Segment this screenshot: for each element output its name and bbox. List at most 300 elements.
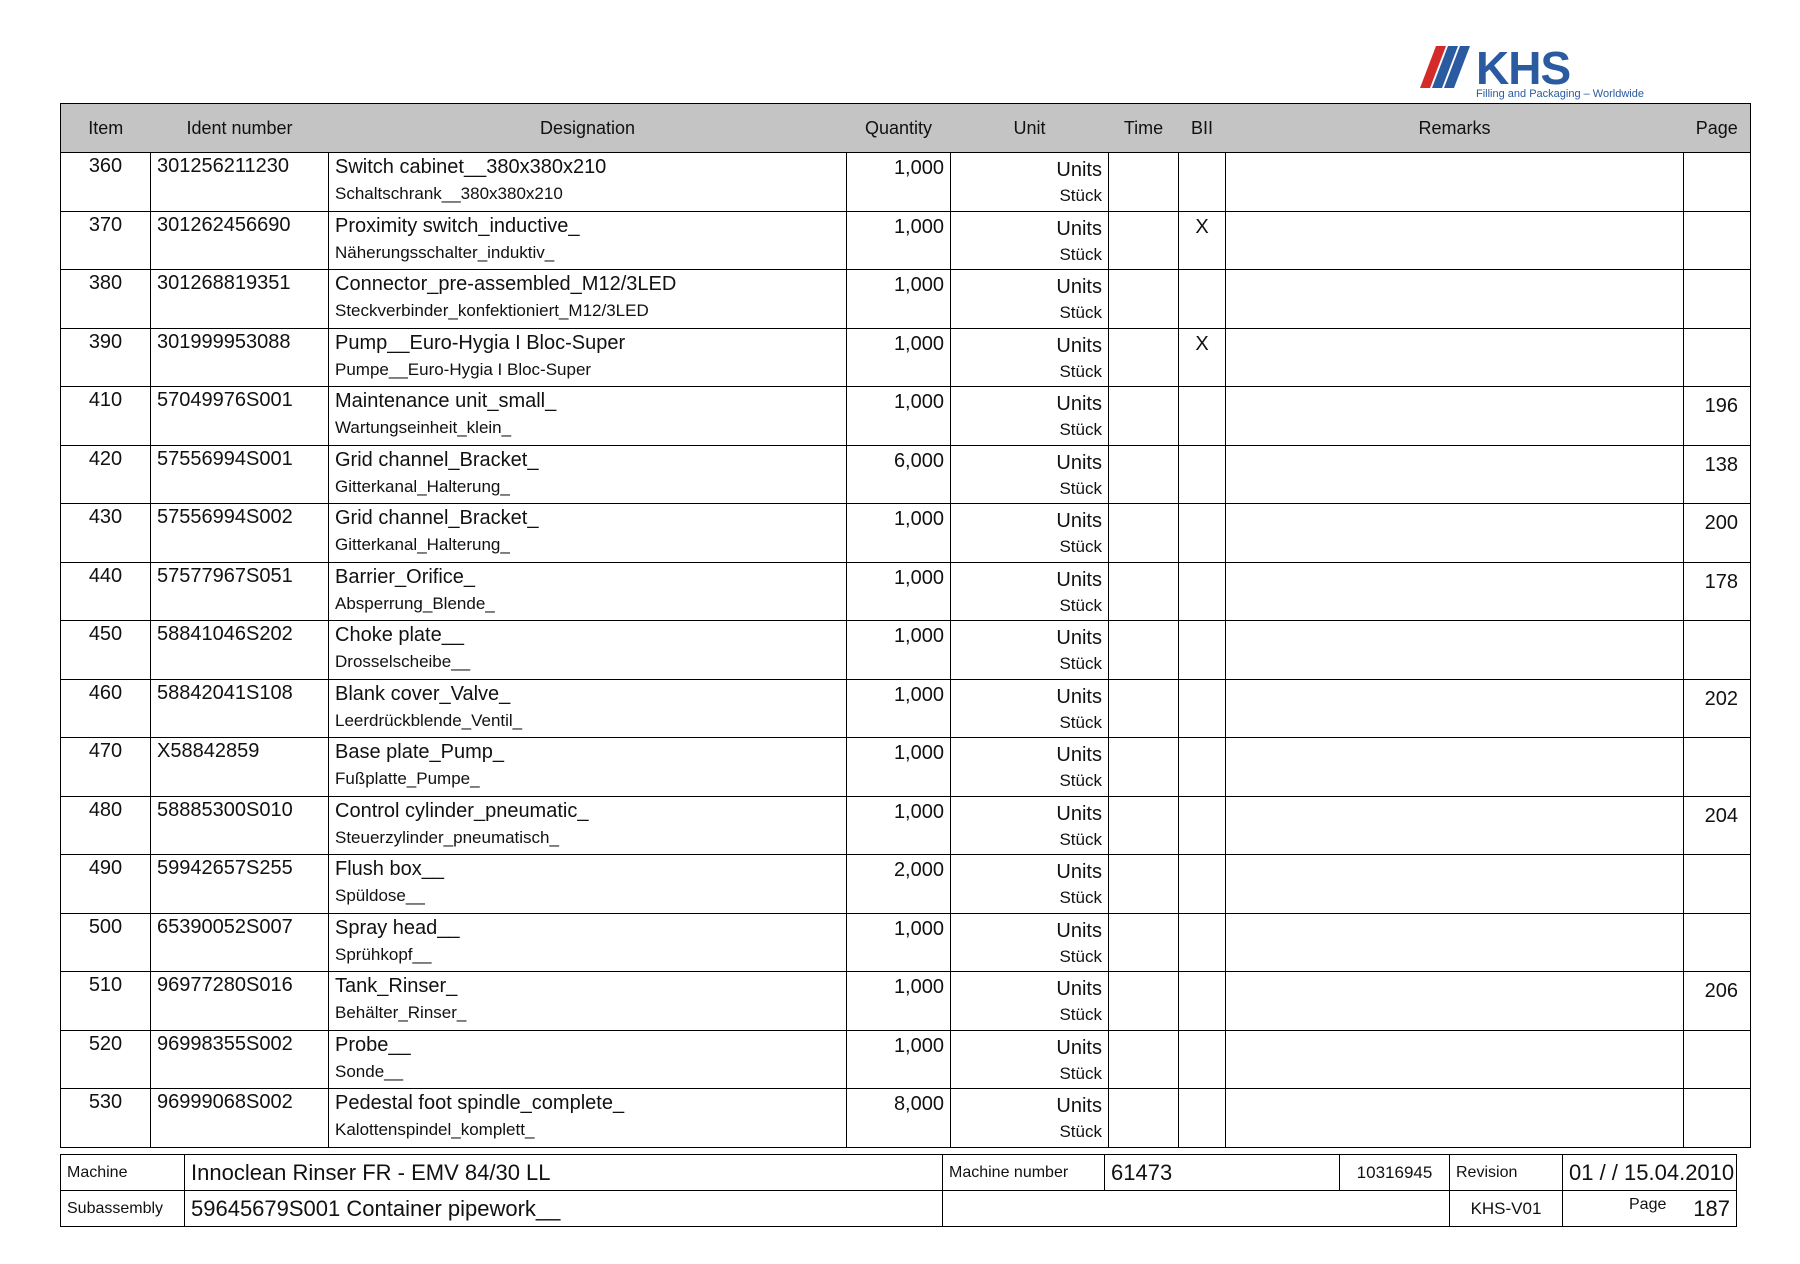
designation-cell <box>329 328 847 387</box>
designation-cell <box>329 972 847 1031</box>
item-number: 450 <box>61 621 151 680</box>
page-ref <box>1684 738 1738 746</box>
revision-value: 01 / / 15.04.2010 <box>1563 1155 1737 1191</box>
designation-cell <box>329 621 847 680</box>
designation-en: Blank cover_Valve_ <box>335 682 511 705</box>
item-number: 480 <box>61 796 151 855</box>
unit-cell <box>951 153 1109 212</box>
ident-number: 301262456690 <box>151 211 329 270</box>
page-ref-cell <box>1684 562 1751 621</box>
quantity-value: 1,000 <box>893 976 944 998</box>
page-ref-cell <box>1684 796 1751 855</box>
designation-en: Switch cabinet__380x380x210 <box>335 156 607 178</box>
designation-cell <box>329 1030 847 1089</box>
ident-number: 96998355S002 <box>151 1030 329 1089</box>
time-cell <box>1109 972 1179 1031</box>
item-number: 530 <box>61 1089 151 1148</box>
ident-number: 58842041S108 <box>151 679 329 738</box>
table-row <box>61 738 1751 797</box>
quantity-value: 6,000 <box>893 449 944 472</box>
designation-cell <box>329 1089 847 1148</box>
page-ref <box>1684 212 1738 220</box>
ident-number: X58842859 <box>151 738 329 797</box>
bii-mark <box>1179 1031 1225 1035</box>
quantity-value: 1,000 <box>893 566 944 589</box>
page-label: Page <box>1629 1195 1667 1213</box>
quantity-value: 1,000 <box>893 332 944 355</box>
table-row <box>61 913 1751 972</box>
designation-cell <box>329 211 847 270</box>
page-ref <box>1684 1089 1738 1097</box>
unit-en: Units <box>1056 685 1102 708</box>
bii-mark: X <box>1195 215 1209 238</box>
item-number: 360 <box>61 153 151 212</box>
page-cell <box>1563 1191 1737 1227</box>
remarks-cell <box>1226 679 1684 738</box>
item-number: 430 <box>61 504 151 563</box>
bii-cell <box>1179 913 1226 972</box>
quantity-cell <box>847 1030 951 1089</box>
quantity-cell <box>847 504 951 563</box>
quantity-value: 2,000 <box>893 859 944 881</box>
bii-mark <box>1179 446 1225 450</box>
page-ref <box>1684 329 1738 337</box>
table-row <box>61 328 1751 387</box>
unit-en: Units <box>1056 627 1102 649</box>
quantity-value: 1,000 <box>893 157 944 179</box>
unit-cell <box>951 562 1109 621</box>
quantity-cell <box>847 738 951 797</box>
designation-de: Näherungsschalter_induktiv_ <box>335 242 555 262</box>
quantity-cell <box>847 270 951 329</box>
machine-number-label: Machine number <box>943 1155 1105 1191</box>
unit-de: Stück <box>1059 712 1102 732</box>
page-ref-cell <box>1684 1030 1751 1089</box>
col-header-designation: Designation <box>329 104 847 153</box>
unit-de: Stück <box>1059 654 1102 673</box>
bii-cell <box>1179 387 1226 446</box>
bii-mark <box>1179 387 1225 391</box>
designation-en: Control cylinder_pneumatic_ <box>335 799 589 822</box>
designation-de: Gitterkanal_Halterung_ <box>335 535 510 554</box>
designation-en: Tank_Rinser_ <box>335 975 458 997</box>
title-block-row-1 <box>61 1155 1737 1191</box>
table-row <box>61 387 1751 446</box>
remarks-cell <box>1226 1030 1684 1089</box>
table-row <box>61 679 1751 738</box>
bii-cell <box>1179 621 1226 680</box>
bii-cell <box>1179 445 1226 504</box>
unit-en: Units <box>1056 978 1102 1000</box>
quantity-cell <box>847 796 951 855</box>
table-row <box>61 1089 1751 1148</box>
ident-number: 96977280S016 <box>151 972 329 1031</box>
title-block <box>60 1154 1737 1227</box>
bii-mark <box>1179 680 1225 684</box>
khs-logo-stripes-icon <box>1420 46 1478 88</box>
time-cell <box>1109 562 1179 621</box>
unit-de: Stück <box>1059 888 1102 907</box>
designation-en: Grid channel_Bracket_ <box>335 448 539 471</box>
designation-cell <box>329 153 847 212</box>
item-number: 440 <box>61 562 151 621</box>
quantity-cell <box>847 855 951 914</box>
table-row <box>61 270 1751 329</box>
designation-de: Absperrung_Blende_ <box>335 593 495 613</box>
unit-de: Stück <box>1059 478 1102 498</box>
remarks-cell <box>1226 855 1684 914</box>
designation-en: Grid channel_Bracket_ <box>335 507 539 529</box>
designation-de: Kalottenspindel_komplett_ <box>335 1120 535 1139</box>
bii-cell <box>1179 796 1226 855</box>
quantity-cell <box>847 387 951 446</box>
page-ref: 178 <box>1704 570 1738 593</box>
page-ref-cell <box>1684 504 1751 563</box>
designation-cell <box>329 562 847 621</box>
designation-de: Behälter_Rinser_ <box>335 1003 467 1022</box>
machine-number-value: 61473 <box>1105 1155 1340 1191</box>
quantity-cell <box>847 153 951 212</box>
unit-de: Stück <box>1059 1122 1102 1141</box>
page-ref: 202 <box>1704 687 1738 710</box>
table-header-row <box>61 104 1751 153</box>
unit-en: Units <box>1056 393 1102 415</box>
time-cell <box>1109 913 1179 972</box>
table-row <box>61 621 1751 680</box>
unit-cell <box>951 972 1109 1031</box>
designation-cell <box>329 270 847 329</box>
bii-mark <box>1179 1089 1225 1093</box>
quantity-cell <box>847 913 951 972</box>
designation-en: Barrier_Orifice_ <box>335 565 476 588</box>
designation-cell <box>329 679 847 738</box>
quantity-value: 1,000 <box>893 917 944 940</box>
col-header-unit: Unit <box>951 104 1109 153</box>
ident-number: 96999068S002 <box>151 1089 329 1148</box>
quantity-value: 1,000 <box>893 508 944 530</box>
unit-de: Stück <box>1059 303 1102 322</box>
ident-number: 57556994S001 <box>151 445 329 504</box>
page-ref: 206 <box>1704 980 1738 1002</box>
unit-en: Units <box>1056 568 1102 591</box>
doc-code: KHS-V01 <box>1450 1191 1563 1227</box>
time-cell <box>1109 1089 1179 1148</box>
col-header-item: Item <box>61 104 151 153</box>
table-row <box>61 796 1751 855</box>
item-number: 460 <box>61 679 151 738</box>
time-cell <box>1109 211 1179 270</box>
bii-mark <box>1179 563 1225 567</box>
designation-en: Spray head__ <box>335 916 460 939</box>
quantity-value: 1,000 <box>893 215 944 238</box>
quantity-value: 1,000 <box>893 683 944 706</box>
designation-en: Maintenance unit_small_ <box>335 390 557 412</box>
unit-en: Units <box>1056 334 1102 357</box>
designation-cell <box>329 913 847 972</box>
designation-de: Leerdrückblende_Ventil_ <box>335 710 523 730</box>
time-cell <box>1109 679 1179 738</box>
page-ref <box>1684 153 1738 161</box>
page-ref-cell <box>1684 328 1751 387</box>
designation-de: Gitterkanal_Halterung_ <box>335 476 510 496</box>
unit-en: Units <box>1056 159 1102 181</box>
table-row <box>61 972 1751 1031</box>
unit-cell <box>951 796 1109 855</box>
ident-number: 59942657S255 <box>151 855 329 914</box>
item-number: 510 <box>61 972 151 1031</box>
unit-cell <box>951 855 1109 914</box>
unit-en: Units <box>1056 861 1102 883</box>
designation-de: Pumpe__Euro-Hygia I Bloc-Super <box>335 359 592 379</box>
unit-cell <box>951 270 1109 329</box>
bii-cell <box>1179 270 1226 329</box>
bii-cell <box>1179 738 1226 797</box>
remarks-cell <box>1226 1089 1684 1148</box>
quantity-cell <box>847 211 951 270</box>
ident-number: 57556994S002 <box>151 504 329 563</box>
page-ref-cell <box>1684 1089 1751 1148</box>
remarks-cell <box>1226 621 1684 680</box>
unit-de: Stück <box>1059 771 1102 790</box>
designation-cell <box>329 445 847 504</box>
unit-cell <box>951 621 1109 680</box>
designation-de: Schaltschrank__380x380x210 <box>335 184 563 203</box>
designation-cell <box>329 796 847 855</box>
item-number: 470 <box>61 738 151 797</box>
logo-tagline: Filling and Packaging – Worldwide <box>1476 88 1644 100</box>
page-ref-cell <box>1684 445 1751 504</box>
table-row <box>61 153 1751 212</box>
time-cell <box>1109 328 1179 387</box>
ident-number: 58841046S202 <box>151 621 329 680</box>
page-ref <box>1684 621 1738 629</box>
bii-cell <box>1179 855 1226 914</box>
quantity-value: 1,000 <box>893 1034 944 1057</box>
item-number: 500 <box>61 913 151 972</box>
revision-label: Revision <box>1450 1155 1563 1191</box>
table-row <box>61 211 1751 270</box>
bii-mark <box>1179 153 1225 157</box>
col-header-remarks: Remarks <box>1226 104 1684 153</box>
col-header-page: Page <box>1684 104 1751 153</box>
unit-cell <box>951 913 1109 972</box>
designation-de: Wartungseinheit_klein_ <box>335 418 512 437</box>
remarks-cell <box>1226 504 1684 563</box>
designation-de: Sprühkopf__ <box>335 944 432 964</box>
page-ref-cell <box>1684 621 1751 680</box>
designation-de: Steuerzylinder_pneumatisch_ <box>335 827 559 847</box>
unit-de: Stück <box>1059 186 1102 205</box>
designation-de: Drosselscheibe__ <box>335 652 471 671</box>
unit-cell <box>951 1089 1109 1148</box>
designation-en: Pump__Euro-Hygia I Bloc-Super <box>335 331 626 354</box>
bii-mark <box>1179 270 1225 274</box>
page-ref-cell <box>1684 211 1751 270</box>
khs-logo <box>1420 40 1644 104</box>
designation-en: Pedestal foot spindle_complete_ <box>335 1092 625 1114</box>
subassembly-label: Subassembly <box>61 1191 185 1227</box>
parts-table <box>60 103 1751 1148</box>
unit-en: Units <box>1056 510 1102 532</box>
remarks-cell <box>1226 738 1684 797</box>
remarks-cell <box>1226 562 1684 621</box>
table-row <box>61 562 1751 621</box>
time-cell <box>1109 621 1179 680</box>
bii-mark <box>1179 504 1225 508</box>
unit-de: Stück <box>1059 420 1102 439</box>
page-number: 187 <box>1693 1195 1730 1221</box>
page-ref <box>1684 1031 1738 1039</box>
page-ref <box>1684 855 1738 863</box>
unit-cell <box>951 211 1109 270</box>
table-row <box>61 1030 1751 1089</box>
bii-cell <box>1179 153 1226 212</box>
page-ref-cell <box>1684 270 1751 329</box>
designation-en: Choke plate__ <box>335 624 464 646</box>
time-cell <box>1109 504 1179 563</box>
bii-cell <box>1179 504 1226 563</box>
unit-en: Units <box>1056 1095 1102 1117</box>
designation-de: Spüldose__ <box>335 886 425 905</box>
unit-cell <box>951 738 1109 797</box>
time-cell <box>1109 738 1179 797</box>
unit-cell <box>951 445 1109 504</box>
ident-number: 57577967S051 <box>151 562 329 621</box>
col-header-time: Time <box>1109 104 1179 153</box>
unit-de: Stück <box>1059 1005 1102 1024</box>
page-ref-cell <box>1684 972 1751 1031</box>
col-header-ident: Ident number <box>151 104 329 153</box>
bii-mark: X <box>1195 332 1209 355</box>
unit-en: Units <box>1056 1036 1102 1059</box>
time-cell <box>1109 855 1179 914</box>
bii-mark <box>1179 914 1225 918</box>
designation-en: Proximity switch_inductive_ <box>335 214 580 237</box>
bii-cell <box>1179 1089 1226 1148</box>
designation-cell <box>329 855 847 914</box>
unit-de: Stück <box>1059 361 1102 381</box>
ident-number: 57049976S001 <box>151 387 329 446</box>
title-block-row-2 <box>61 1191 1737 1227</box>
item-number: 370 <box>61 211 151 270</box>
bii-mark <box>1179 797 1225 801</box>
item-number: 380 <box>61 270 151 329</box>
designation-cell <box>329 504 847 563</box>
quantity-value: 1,000 <box>893 742 944 764</box>
remarks-cell <box>1226 972 1684 1031</box>
ident-number: 58885300S010 <box>151 796 329 855</box>
ident-number: 65390052S007 <box>151 913 329 972</box>
ident-number: 301268819351 <box>151 270 329 329</box>
logo-wordmark: KHS <box>1476 42 1571 94</box>
quantity-cell <box>847 562 951 621</box>
col-header-bii: BII <box>1179 104 1226 153</box>
item-number: 520 <box>61 1030 151 1089</box>
remarks-cell <box>1226 387 1684 446</box>
time-cell <box>1109 153 1179 212</box>
time-cell <box>1109 1030 1179 1089</box>
bii-cell <box>1179 972 1226 1031</box>
remarks-cell <box>1226 270 1684 329</box>
unit-de: Stück <box>1059 1063 1102 1083</box>
unit-en: Units <box>1056 276 1102 298</box>
table-row <box>61 855 1751 914</box>
remarks-cell <box>1226 153 1684 212</box>
bii-mark <box>1179 855 1225 859</box>
unit-cell <box>951 679 1109 738</box>
unit-cell <box>951 504 1109 563</box>
bii-cell <box>1179 211 1226 270</box>
unit-de: Stück <box>1059 244 1102 264</box>
unit-de: Stück <box>1059 946 1102 966</box>
unit-de: Stück <box>1059 829 1102 849</box>
bii-mark <box>1179 972 1225 976</box>
time-cell <box>1109 387 1179 446</box>
item-number: 490 <box>61 855 151 914</box>
time-cell <box>1109 796 1179 855</box>
bii-mark <box>1179 621 1225 625</box>
remarks-cell <box>1226 211 1684 270</box>
quantity-cell <box>847 328 951 387</box>
page-ref-cell <box>1684 913 1751 972</box>
item-number: 390 <box>61 328 151 387</box>
designation-de: Steckverbinder_konfektioniert_M12/3LED <box>335 301 649 320</box>
table-row <box>61 445 1751 504</box>
page-ref-cell <box>1684 153 1751 212</box>
remarks-cell <box>1226 445 1684 504</box>
designation-en: Connector_pre-assembled_M12/3LED <box>335 273 677 295</box>
designation-en: Flush box__ <box>335 858 444 880</box>
order-number: 10316945 <box>1340 1155 1450 1191</box>
quantity-cell <box>847 679 951 738</box>
unit-cell <box>951 1030 1109 1089</box>
designation-de: Sonde__ <box>335 1061 404 1081</box>
item-number: 410 <box>61 387 151 446</box>
page-ref-cell <box>1684 387 1751 446</box>
unit-de: Stück <box>1059 537 1102 556</box>
quantity-cell <box>847 972 951 1031</box>
bii-mark <box>1179 738 1225 742</box>
designation-en: Base plate_Pump_ <box>335 741 505 763</box>
bii-cell <box>1179 562 1226 621</box>
bii-cell <box>1179 1030 1226 1089</box>
unit-en: Units <box>1056 802 1102 825</box>
page-ref-cell <box>1684 855 1751 914</box>
designation-cell <box>329 738 847 797</box>
bii-cell <box>1179 328 1226 387</box>
remarks-cell <box>1226 913 1684 972</box>
quantity-cell <box>847 621 951 680</box>
quantity-value: 8,000 <box>893 1093 944 1115</box>
machine-value: Innoclean Rinser FR - EMV 84/30 LL <box>185 1155 943 1191</box>
table-row <box>61 504 1751 563</box>
page-ref <box>1684 270 1738 278</box>
subassembly-value: 59645679S001 Container pipework__ <box>185 1191 943 1227</box>
designation-de: Fußplatte_Pumpe_ <box>335 769 480 788</box>
quantity-value: 1,000 <box>893 391 944 413</box>
col-header-quantity: Quantity <box>847 104 951 153</box>
designation-cell <box>329 387 847 446</box>
page-ref: 196 <box>1704 395 1738 417</box>
remarks-cell <box>1226 328 1684 387</box>
time-cell <box>1109 270 1179 329</box>
unit-en: Units <box>1056 744 1102 766</box>
page-ref: 204 <box>1704 804 1738 827</box>
quantity-value: 1,000 <box>893 800 944 823</box>
machine-label: Machine <box>61 1155 185 1191</box>
page-ref-cell <box>1684 738 1751 797</box>
quantity-value: 1,000 <box>893 274 944 296</box>
